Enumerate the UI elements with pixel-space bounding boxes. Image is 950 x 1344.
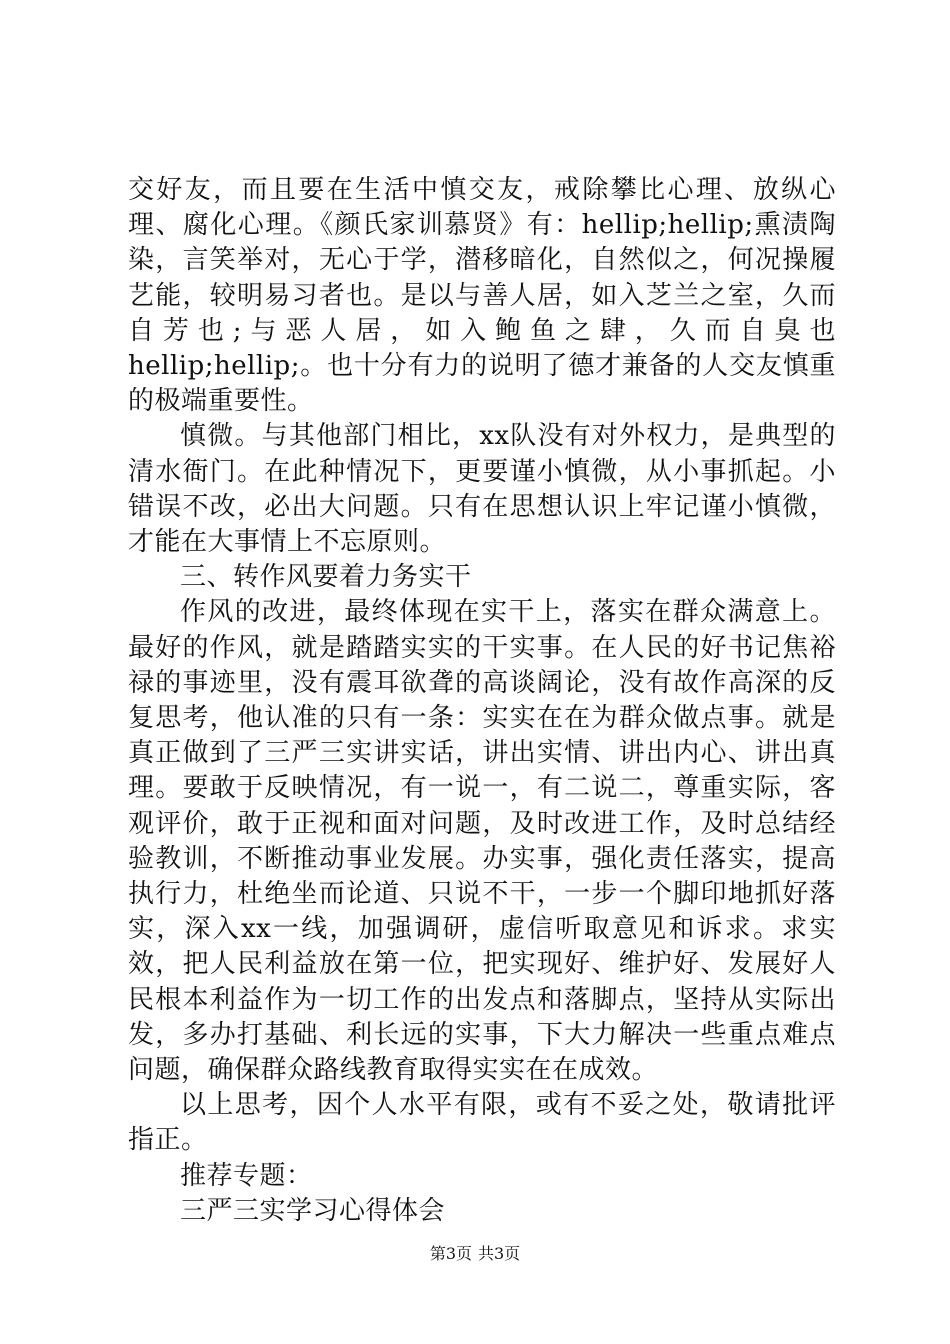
- page-number: 第3页: [429, 1244, 472, 1263]
- paragraph-friendship: 交好友，而且要在生活中慎交友，戒除攀比心理、放纵心理、腐化心理。《颜氏家训慕贤》有：hellip;hellip;熏渍陶染，言笑举对，无心于学，潜移暗化，自然似之，何况操履艺能，较明易习者也。是以与善人居，如入芝兰之室，久而自芳也;与恶人居，如入鲍鱼之肆，久而自臭也hellip;hellip;。也十分有力的说明了德才兼备的人交友慎重的极端重要性。: [128, 175, 836, 417]
- paragraph-caution: 慎微。与其他部门相比，xx队没有对外权力，是典型的清水衙门。在此种情况下，更要谨小慎微，从小事抓起。小错误不改，必出大问题。只有在思想认识上牢记谨小慎微，才能在大事情上不忘原则。: [128, 421, 836, 558]
- recommended-topics-label: 推荐专题：: [180, 1160, 313, 1191]
- section-heading-three: 三、转作风要着力务实干: [180, 562, 472, 593]
- document-body: [128, 173, 836, 1229]
- paragraph-closing: 以上思考，因个人水平有限，或有不妥之处，敬请批评指正。: [128, 1090, 836, 1156]
- page-footer: [0, 1244, 950, 1264]
- paragraph-practical-work: 作风的改进，最终体现在实干上，落实在群众满意上。最好的作风，就是踏踏实实的干实事。在人民的好书记焦裕禄的事迹里，没有震耳欲聋的高谈阔论，没有故作高深的反复思考，他认准的只有一条：实实在在为群众做点事。就是真正做到了三严三实讲实话，讲出实情、讲出内心、讲出真理。要敢于反映情况，有一说一，有二说二，尊重实际，客观评价，敢于正视和面对问题，及时改进工作，及时总结经验教训，不断推动事业发展。办实事，强化责任落实，提高执行力，杜绝坐而论道、只说不干，一步一个脚印地抓好落实，深入xx一线，加强调研，虚信听取意见和诉求。求实效，把人民利益放在第一位，把实现好、维护好、发展好人民根本利益作为一切工作的出发点和落脚点，坚持从实际出发，多办打基础、利长远的实事，下大力解决一些重点难点问题，确保群众路线教育取得实实在在成效。: [128, 597, 836, 1086]
- recommended-topic-link[interactable]: 三严三实学习心得体会: [180, 1195, 446, 1226]
- page-total: 共3页: [478, 1244, 521, 1263]
